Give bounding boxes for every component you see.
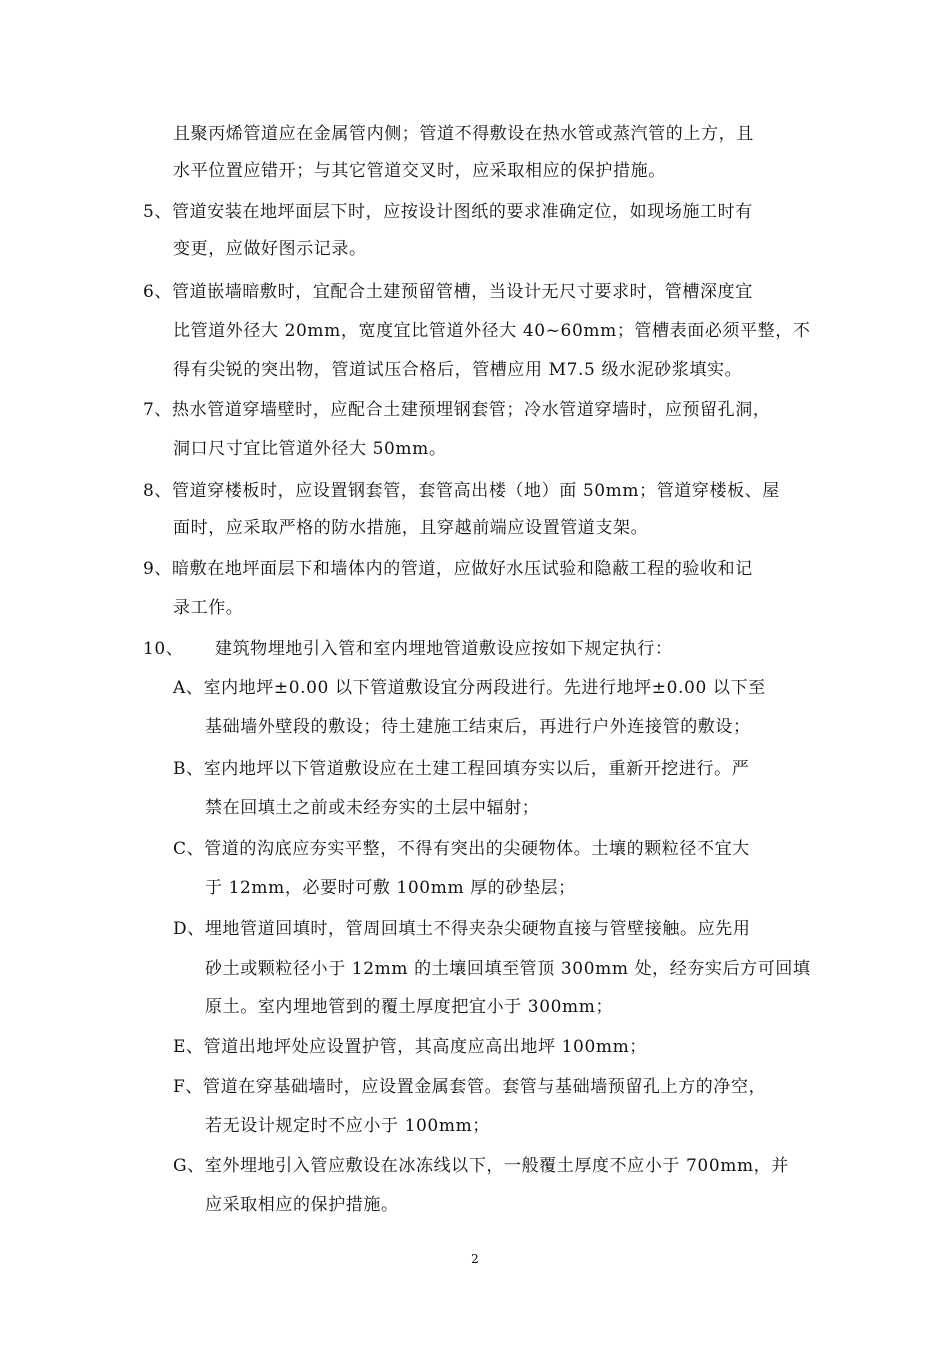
paragraph-line: 比管道外径大 20mm，宽度宜比管道外径大 40~60mm；管槽表面必须平整，不 xyxy=(173,321,811,341)
paragraph-line: 变更，应做好图示记录。 xyxy=(173,239,367,259)
page-number: 2 xyxy=(471,1252,479,1266)
paragraph-line: 且聚丙烯管道应在金属管内侧；管道不得敷设在热水管或蒸汽管的上方，且 xyxy=(173,124,754,144)
paragraph-line: 禁在回填土之前或未经夯实的土层中辐射； xyxy=(205,798,540,818)
list-item-text: 建筑物埋地引入管和室内埋地管道敷设应按如下规定执行： xyxy=(215,639,673,659)
sub-item-g: G、室外埋地引入管应敷设在冰冻线以下，一般覆土厚度不应小于 700mm，并 xyxy=(173,1156,789,1176)
list-item-9: 9、暗敷在地坪面层下和墙体内的管道，应做好水压试验和隐蔽工程的验收和记 xyxy=(143,559,753,579)
paragraph-line: 基础墙外壁段的敷设；待土建施工结束后，再进行户外连接管的敷设； xyxy=(205,717,751,737)
list-item-6: 6、管道嵌墙暗敷时，宜配合土建预留管槽，当设计无尺寸要求时，管槽深度宜 xyxy=(143,282,753,302)
sub-item-d: D、埋地管道回填时，管周回填土不得夹杂尖硬物直接与管壁接触。应先用 xyxy=(173,919,751,939)
list-item-5: 5、管道安装在地坪面层下时，应按设计图纸的要求准确定位，如现场施工时有 xyxy=(143,202,753,222)
list-item-7: 7、热水管道穿墙壁时，应配合土建预埋钢套管；冷水管道穿墙时，应预留孔洞， xyxy=(143,400,771,420)
paragraph-line: 原土。室内埋地管到的覆土厚度把宜小于 300mm； xyxy=(205,997,614,1017)
sub-item-e: E、管道出地坪处应设置护管，其高度应高出地坪 100mm； xyxy=(173,1037,647,1057)
list-number: 10、 xyxy=(143,639,184,659)
sub-item-f: F、管道在穿基础墙时，应设置金属套管。套管与基础墙预留孔上方的净空， xyxy=(173,1077,767,1097)
list-item-8: 8、管道穿楼板时，应设置钢套管，套管高出楼（地）面 50mm；管道穿楼板、屋 xyxy=(143,481,780,501)
paragraph-line: 于 12mm，必要时可敷 100mm 厚的砂垫层； xyxy=(205,878,576,898)
sub-item-a: A、室内地坪±0.00 以下管道敷设宜分两段进行。先进行地坪±0.00 以下至 xyxy=(173,678,766,698)
paragraph-line: 得有尖锐的突出物，管道试压合格后，管槽应用 M7.5 级水泥砂浆填实。 xyxy=(173,360,743,380)
paragraph-line: 水平位置应错开；与其它管道交叉时，应采取相应的保护措施。 xyxy=(173,161,666,181)
paragraph-line: 录工作。 xyxy=(173,598,244,618)
paragraph-line: 面时，应采取严格的防水措施，且穿越前端应设置管道支架。 xyxy=(173,518,649,538)
sub-item-c: C、管道的沟底应夯实平整，不得有突出的尖硬物体。土壤的颗粒径不宜大 xyxy=(173,839,750,859)
paragraph-line: 洞口尺寸宜比管道外径大 50mm。 xyxy=(173,439,447,459)
paragraph-line: 应采取相应的保护措施。 xyxy=(205,1195,399,1215)
paragraph-line: 砂土或颗粒径小于 12mm 的土壤回填至管顶 300mm 处，经夯实后方可回填 xyxy=(205,959,811,979)
paragraph-line: 若无设计规定时不应小于 100mm； xyxy=(205,1116,490,1136)
sub-item-b: B、室内地坪以下管道敷设应在土建工程回填夯实以后，重新开挖进行。严 xyxy=(173,759,750,779)
